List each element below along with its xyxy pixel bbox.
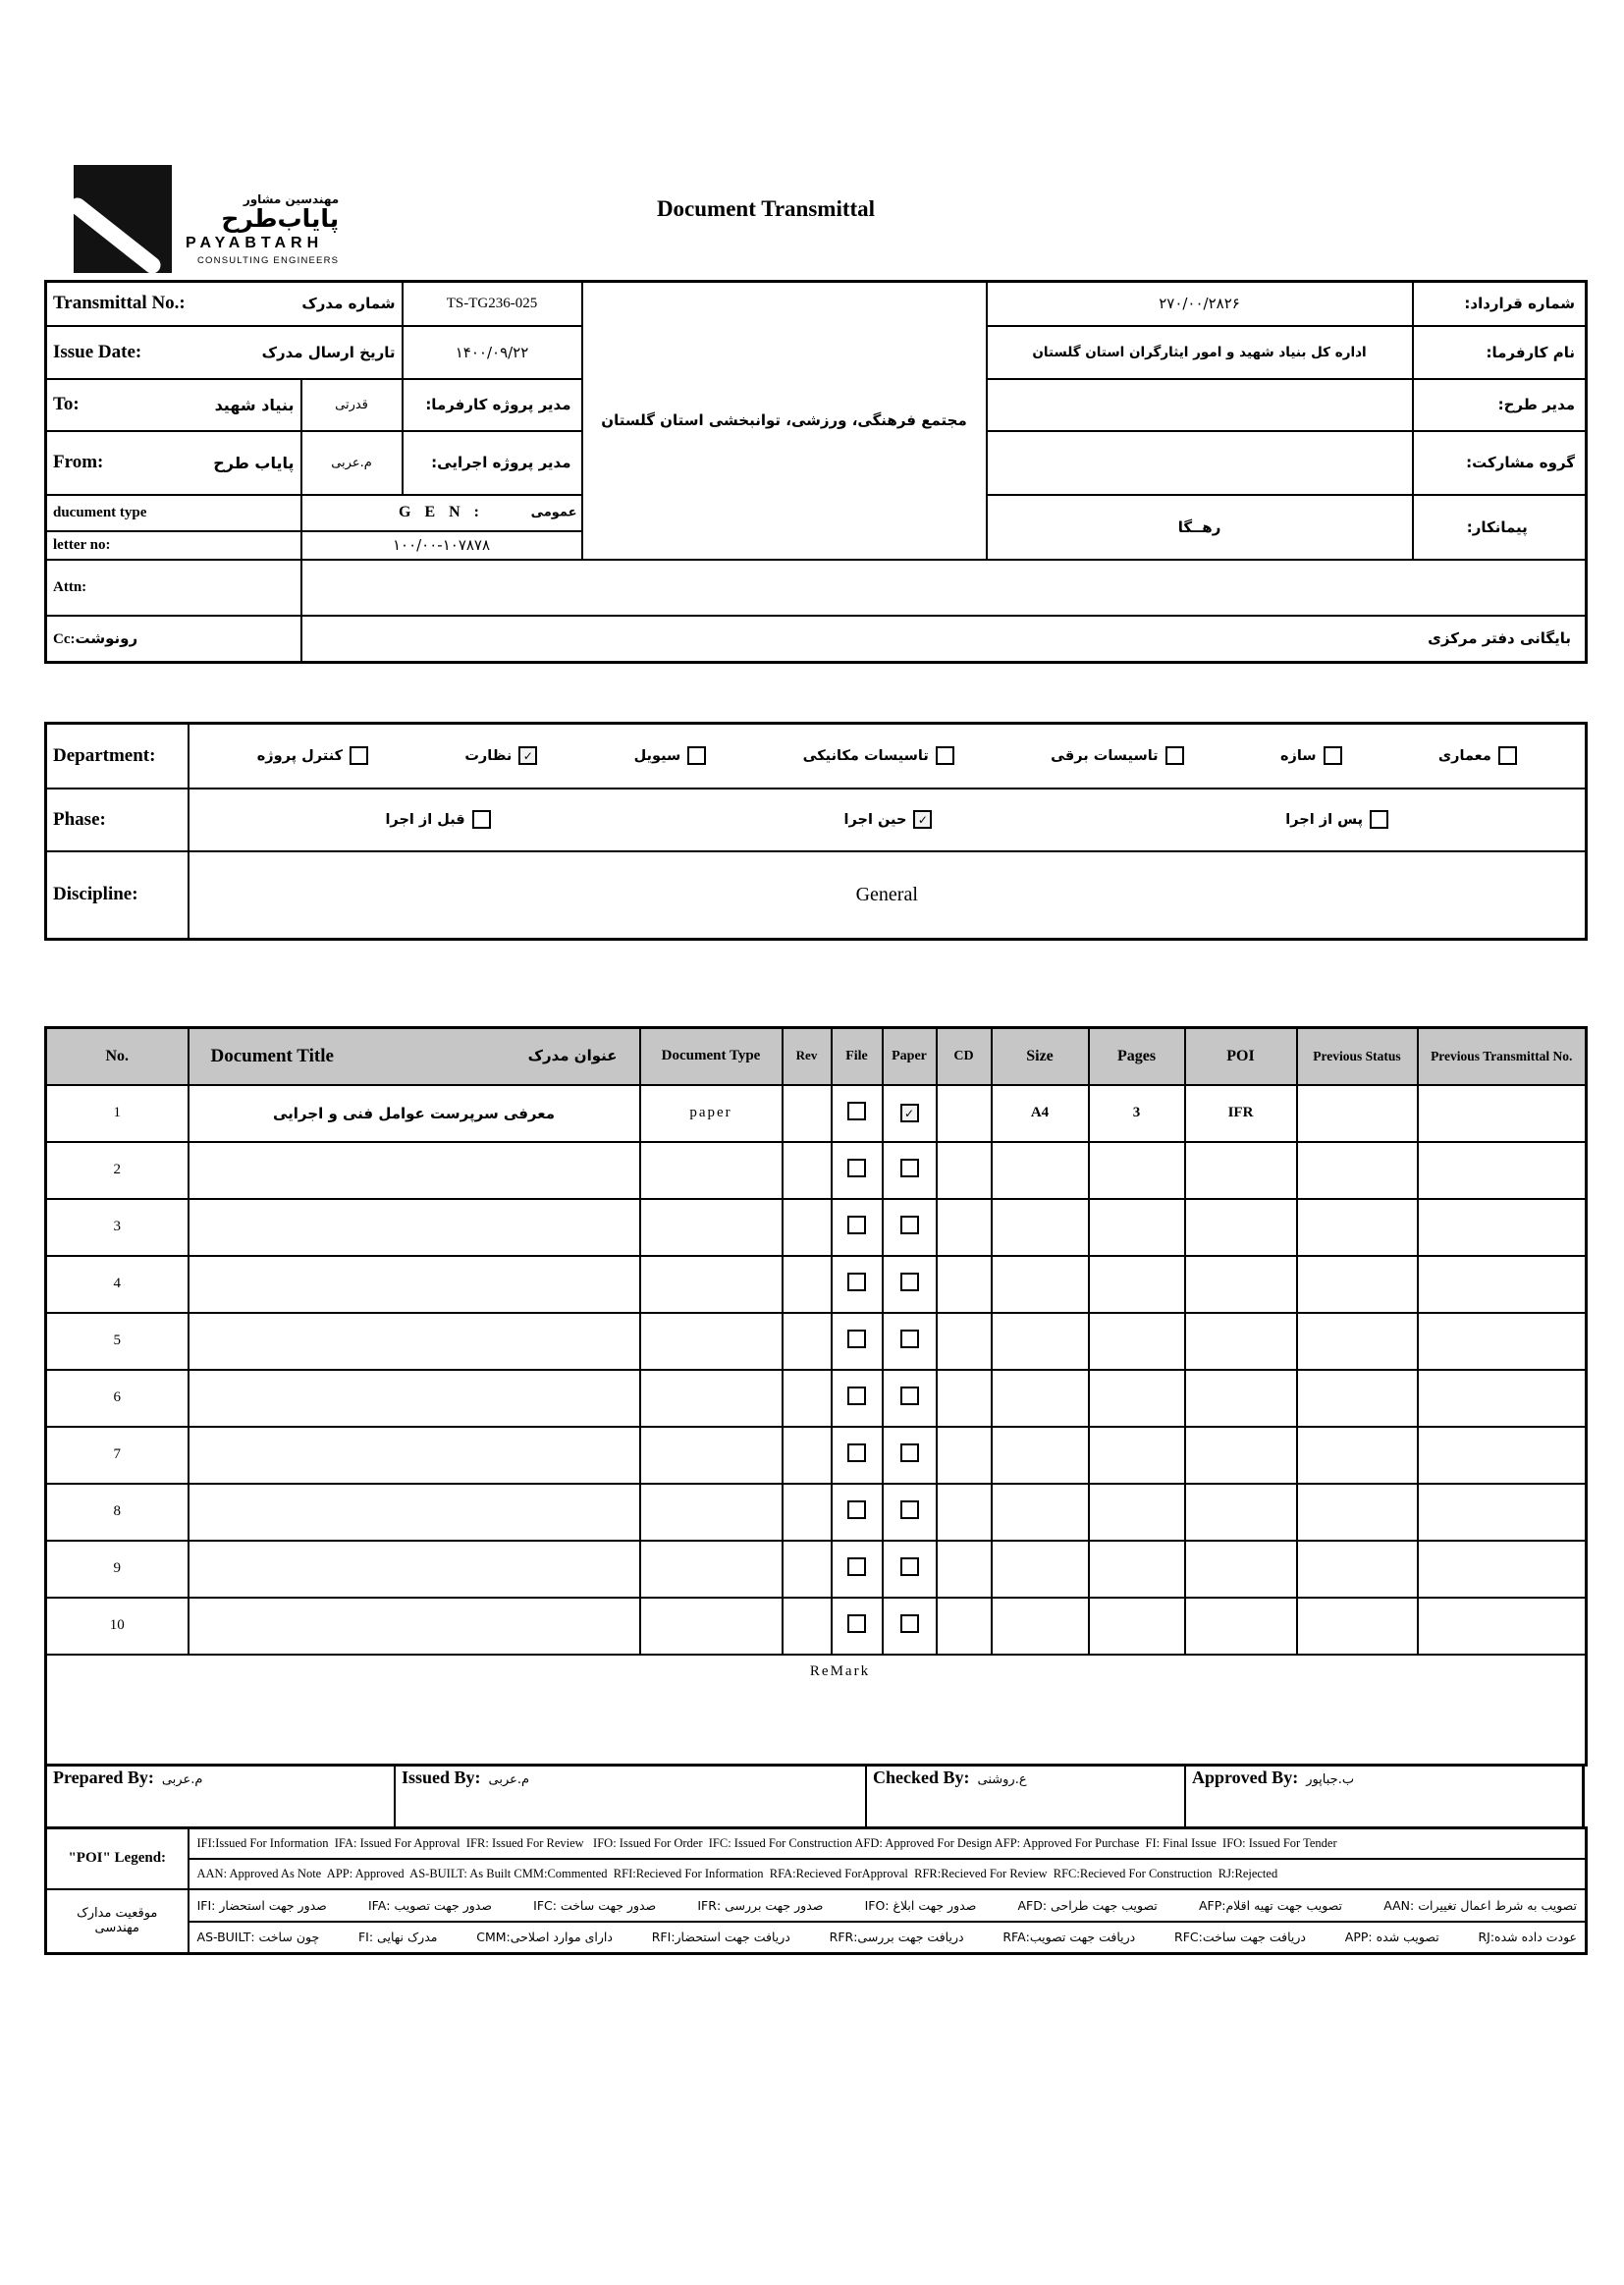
poi-legend-table [44, 1826, 1588, 1955]
doc-row-prev-transmittal [1418, 1313, 1587, 1370]
doc-row-rev [783, 1541, 832, 1598]
cc-value: بایگانی دفتر مرکزی [301, 616, 1587, 663]
checkbox-unchecked[interactable] [1498, 746, 1517, 765]
col-header-size: Size [992, 1028, 1089, 1085]
doc-row-paper [883, 1427, 937, 1484]
doc-row-poi [1185, 1313, 1297, 1370]
document-row [46, 1199, 1587, 1256]
legend-entry: دریافت جهت بررسی:RFR [829, 1930, 964, 1945]
checked-by-value: ع.روشنی [977, 1772, 1027, 1787]
doc-row-prev-transmittal [1418, 1199, 1587, 1256]
doc-row-title [189, 1598, 640, 1655]
attn-value [301, 560, 1587, 616]
checkbox-unchecked[interactable] [900, 1330, 919, 1348]
jv-group-label: گروه مشارکت: [1413, 431, 1587, 495]
doc-row-file [832, 1541, 883, 1598]
doc-row-title [189, 1427, 640, 1484]
contractor-label: پیمانکار: [1413, 495, 1587, 560]
logo-brand-fa-small: مهندسین مشاور [243, 192, 340, 206]
checkbox-unchecked[interactable] [847, 1614, 866, 1633]
doc-row-prev-status [1297, 1598, 1418, 1655]
document-list-table [44, 1026, 1588, 1767]
doc-row-size: A4 [992, 1085, 1089, 1142]
signature-row [44, 1764, 1585, 1829]
department-options [189, 724, 1587, 789]
col-header-rev: Rev [783, 1028, 832, 1085]
department-option[interactable] [1051, 746, 1184, 765]
phase-option[interactable] [385, 810, 490, 829]
checkbox-unchecked[interactable] [900, 1159, 919, 1177]
doc-row-no: 7 [46, 1427, 189, 1484]
document-type-label: ducument type [46, 495, 301, 531]
doc-row-prev-status [1297, 1085, 1418, 1142]
checkbox-unchecked[interactable] [847, 1216, 866, 1234]
checkbox-unchecked[interactable] [847, 1443, 866, 1462]
checkbox-label: کنترل پروژه [256, 747, 344, 764]
checkbox-unchecked[interactable] [900, 1557, 919, 1576]
checkbox-unchecked[interactable] [1165, 746, 1184, 765]
department-label: Department: [46, 724, 189, 789]
doc-row-prev-transmittal [1418, 1598, 1587, 1655]
transmittal-no-label: Transmittal No.: شماره مدرک [46, 282, 403, 326]
document-list-section [44, 1026, 1585, 1955]
col-header-prev-transmittal: Previous Transmittal No. [1418, 1028, 1587, 1085]
doc-row-size [992, 1370, 1089, 1427]
doc-row-cd [937, 1313, 992, 1370]
col-header-prev-status: Previous Status [1297, 1028, 1418, 1085]
doc-row-type [640, 1370, 783, 1427]
jv-group-value [987, 431, 1413, 495]
doc-row-cd [937, 1256, 992, 1313]
doc-row-paper [883, 1256, 937, 1313]
checkbox-unchecked[interactable] [900, 1500, 919, 1519]
doc-row-prev-status [1297, 1199, 1418, 1256]
doc-row-no: 6 [46, 1370, 189, 1427]
legend-entry: صدور جهت تصویب :IFA [367, 1897, 492, 1913]
doc-row-rev [783, 1199, 832, 1256]
doc-row-poi [1185, 1484, 1297, 1541]
doc-row-no: 8 [46, 1484, 189, 1541]
approved-by-cell [1186, 1764, 1582, 1826]
doc-row-size [992, 1427, 1089, 1484]
issue-date-value: ۱۴۰۰/۰۹/۲۲ [403, 326, 582, 379]
doc-row-no: 5 [46, 1313, 189, 1370]
doc-row-title [189, 1370, 640, 1427]
doc-row-poi [1185, 1256, 1297, 1313]
col-header-type: Document Type [640, 1028, 783, 1085]
doc-row-pages [1089, 1256, 1185, 1313]
doc-row-no: 10 [46, 1598, 189, 1655]
checkbox-unchecked[interactable] [847, 1387, 866, 1405]
doc-row-size [992, 1313, 1089, 1370]
legend-entry: تصویب به شرط اعمال تغییرات :AAN [1383, 1897, 1577, 1913]
doc-row-prev-status [1297, 1313, 1418, 1370]
doc-row-type: paper [640, 1085, 783, 1142]
doc-row-file [832, 1199, 883, 1256]
checkbox-unchecked[interactable] [900, 1387, 919, 1405]
document-row [46, 1256, 1587, 1313]
department-option[interactable] [257, 746, 368, 765]
issued-by-cell [396, 1764, 867, 1826]
checkbox-unchecked[interactable] [847, 1500, 866, 1519]
doc-row-poi: IFR [1185, 1085, 1297, 1142]
document-row [46, 1085, 1587, 1142]
checkbox-label: نظارت [464, 747, 513, 764]
doc-row-no: 3 [46, 1199, 189, 1256]
from-field: From: پایاب طرح [46, 431, 301, 495]
checkbox-unchecked[interactable] [900, 1443, 919, 1462]
doc-row-rev [783, 1598, 832, 1655]
checkbox-unchecked[interactable] [847, 1273, 866, 1291]
prepared-by-value: م.عربی [161, 1772, 203, 1787]
legend-entry: دریافت جهت تصویب:RFA [1002, 1930, 1136, 1945]
legend-entry: دارای موارد اصلاحی:CMM [476, 1930, 613, 1945]
doc-row-prev-transmittal [1418, 1256, 1587, 1313]
letter-no-value: ۱۰۰/۰۰-۱۰۷۸۷۸ [301, 531, 582, 560]
doc-row-type [640, 1598, 783, 1655]
prepared-by-label: Prepared By: [53, 1768, 154, 1787]
legend-entry: تصویب جهت تهیه اقلام:AFP [1198, 1897, 1343, 1913]
doc-row-paper [883, 1199, 937, 1256]
legend-entry: عودت داده شده:RJ [1478, 1930, 1577, 1945]
doc-row-pages [1089, 1142, 1185, 1199]
doc-row-file [832, 1370, 883, 1427]
doc-row-rev [783, 1313, 832, 1370]
doc-row-prev-status [1297, 1370, 1418, 1427]
doc-row-paper [883, 1085, 937, 1142]
legend-entry: چون ساخت :AS-BUILT [196, 1930, 320, 1945]
col-header-cd: CD [937, 1028, 992, 1085]
doc-row-cd [937, 1199, 992, 1256]
client-name-label: نام کارفرما: [1413, 326, 1587, 379]
issued-by-value: م.عربی [488, 1772, 530, 1787]
doc-row-prev-transmittal [1418, 1427, 1587, 1484]
legend-entry: دریافت جهت ساخت:RFC [1174, 1930, 1306, 1945]
doc-row-pages [1089, 1598, 1185, 1655]
doc-row-no: 4 [46, 1256, 189, 1313]
doc-row-file [832, 1427, 883, 1484]
col-header-poi: POI [1185, 1028, 1297, 1085]
doc-row-pages [1089, 1370, 1185, 1427]
doc-row-rev [783, 1256, 832, 1313]
doc-row-rev [783, 1370, 832, 1427]
phase-option[interactable] [844, 810, 933, 829]
doc-row-rev [783, 1142, 832, 1199]
discipline-value: General [189, 851, 1587, 940]
checkbox-label: حین اجرا [843, 811, 907, 828]
doc-row-cd [937, 1370, 992, 1427]
legend-entry: تصویب شده :APP [1344, 1930, 1439, 1945]
checkbox-checked[interactable]: ✓ [518, 746, 537, 765]
doc-row-size [992, 1199, 1089, 1256]
doc-row-poi [1185, 1598, 1297, 1655]
document-row [46, 1541, 1587, 1598]
legend-entry: صدور جهت ابلاغ :IFO [864, 1897, 977, 1913]
page-title: Document Transmittal [656, 196, 876, 221]
doc-row-file [832, 1142, 883, 1199]
col-header-paper: Paper [883, 1028, 937, 1085]
col-header-title: Document Title عنوان مدرک [189, 1028, 640, 1085]
doc-row-poi [1185, 1199, 1297, 1256]
doc-row-poi [1185, 1427, 1297, 1484]
checkbox-checked[interactable]: ✓ [913, 810, 932, 829]
doc-row-prev-transmittal [1418, 1484, 1587, 1541]
doc-row-pages [1089, 1484, 1185, 1541]
checkbox-label: تاسیسات مکانیکی [802, 747, 929, 764]
document-row [46, 1484, 1587, 1541]
document-row [46, 1370, 1587, 1427]
doc-row-poi [1185, 1370, 1297, 1427]
letter-no-label: letter no: [46, 531, 301, 560]
doc-row-paper [883, 1598, 937, 1655]
doc-row-title [189, 1199, 640, 1256]
document-row [46, 1598, 1587, 1655]
legend-entry: صدور جهت استحضار :IFI [196, 1897, 327, 1913]
doc-row-pages [1089, 1541, 1185, 1598]
doc-row-cd [937, 1598, 992, 1655]
phase-label: Phase: [46, 789, 189, 851]
doc-row-paper [883, 1484, 937, 1541]
legend-entry: مدرک نهایی :FI [357, 1930, 438, 1945]
phase-options [189, 789, 1587, 851]
checkbox-unchecked[interactable] [847, 1159, 866, 1177]
checkbox-unchecked[interactable] [936, 746, 954, 765]
doc-row-type [640, 1256, 783, 1313]
document-type-fa: عمومی [530, 505, 577, 520]
project-name: مجتمع فرهنگی، ورزشی، توانبخشی استان گلستان [582, 282, 987, 560]
checked-by-cell [867, 1764, 1186, 1826]
doc-row-poi [1185, 1142, 1297, 1199]
doc-row-title: معرفی سرپرست عوامل فنی و اجرایی [189, 1085, 640, 1142]
checkbox-unchecked[interactable] [1370, 810, 1388, 829]
issued-by-label: Issued By: [402, 1768, 481, 1787]
checkbox-unchecked[interactable] [900, 1273, 919, 1291]
from-person-value: م.عربی [301, 431, 403, 495]
poi-legend-fa-label: موقعیت مدارک مهندسی [46, 1889, 189, 1954]
department-option[interactable] [1438, 746, 1517, 765]
doc-row-size [992, 1598, 1089, 1655]
poi-legend-fa-line1 [189, 1889, 1587, 1922]
checkbox-label: قبل از اجرا [385, 811, 465, 828]
doc-row-cd [937, 1484, 992, 1541]
doc-row-pages: 3 [1089, 1085, 1185, 1142]
checkbox-unchecked[interactable] [900, 1216, 919, 1234]
department-option[interactable] [634, 746, 707, 765]
checkbox-unchecked[interactable] [472, 810, 491, 829]
doc-row-size [992, 1256, 1089, 1313]
checkbox-unchecked[interactable] [847, 1557, 866, 1576]
checkbox-unchecked[interactable] [687, 746, 706, 765]
attn-label: Attn: [46, 560, 301, 616]
document-type-value: G E N : عمومی [301, 495, 582, 531]
legend-entry: صدور جهت ساخت :IFC [533, 1897, 657, 1913]
contractor-value: رهــگا [987, 495, 1413, 560]
doc-row-size [992, 1142, 1089, 1199]
doc-row-prev-transmittal [1418, 1370, 1587, 1427]
doc-row-cd [937, 1142, 992, 1199]
doc-row-file [832, 1313, 883, 1370]
doc-row-pages [1089, 1313, 1185, 1370]
checkbox-label: سیویل [633, 747, 681, 764]
contract-no-value: ۲۷۰/۰۰/۲۸۲۶ [987, 282, 1413, 326]
phase-option[interactable] [1285, 810, 1388, 829]
doc-row-prev-transmittal [1418, 1142, 1587, 1199]
doc-row-paper [883, 1370, 937, 1427]
doc-row-paper [883, 1541, 937, 1598]
doc-row-rev [783, 1427, 832, 1484]
doc-row-title [189, 1484, 640, 1541]
poi-legend-en-line2: AAN: Approved As Note APP: Approved AS-BUILT: As Built CMM:Commented RFI:Recieved For Information RFA:Recieved ForApproval RFR:Recieved For Review RFC:Recieved For Construction RJ:Rejected [189, 1859, 1587, 1889]
poi-legend-fa-line2 [189, 1922, 1587, 1954]
col-header-pages: Pages [1089, 1028, 1185, 1085]
doc-row-cd [937, 1085, 992, 1142]
doc-row-file [832, 1256, 883, 1313]
client-pm-label: مدیر پروژه کارفرما: [403, 379, 582, 431]
doc-row-prev-status [1297, 1142, 1418, 1199]
client-name-value: اداره کل بنیاد شهید و امور ایثارگران استان گلستان [987, 326, 1413, 379]
doc-row-type [640, 1199, 783, 1256]
checkbox-unchecked[interactable] [847, 1330, 866, 1348]
logo-brand-en: PAYABTARH [186, 235, 324, 252]
doc-row-size [992, 1541, 1089, 1598]
checkbox-unchecked[interactable] [350, 746, 368, 765]
doc-row-rev [783, 1085, 832, 1142]
checkbox-label: سازه [1279, 747, 1317, 764]
checked-by-label: Checked By: [873, 1768, 970, 1787]
doc-row-poi [1185, 1541, 1297, 1598]
logo-brand-fa: پایاب‌طرح [221, 204, 340, 233]
doc-row-rev [783, 1484, 832, 1541]
legend-entry: صدور جهت بررسی :IFR [697, 1897, 824, 1913]
doc-row-paper [883, 1313, 937, 1370]
doc-row-no: 1 [46, 1085, 189, 1142]
contract-no-label: شماره قرارداد: [1413, 282, 1587, 326]
legend-entry: دریافت جهت استحضار:RFI [651, 1930, 790, 1945]
checkbox-label: تاسیسات برقی [1051, 747, 1159, 764]
design-manager-value [987, 379, 1413, 431]
prepared-by-cell [47, 1764, 396, 1826]
doc-row-prev-transmittal [1418, 1541, 1587, 1598]
doc-row-no: 9 [46, 1541, 189, 1598]
doc-row-cd [937, 1427, 992, 1484]
doc-row-type [640, 1313, 783, 1370]
discipline-label: Discipline: [46, 851, 189, 940]
checkbox-label: پس از اجرا [1285, 811, 1364, 828]
doc-row-title [189, 1256, 640, 1313]
transmittal-no-value: TS-TG236-025 [403, 282, 582, 326]
poi-legend-en-line1: IFI:Issued For Information IFA: Issued For Approval IFR: Issued For Review IFO: Issued For Order IFC: Issued For Construction AFD: Approved For Design AFP: Approved For Purchase FI: Final Issue IFO: Issued For Tender [189, 1828, 1587, 1859]
doc-row-file [832, 1598, 883, 1655]
cc-label: Cc:رونوشت [46, 616, 301, 663]
doc-row-pages [1089, 1199, 1185, 1256]
doc-row-type [640, 1427, 783, 1484]
checkbox-checked[interactable]: ✓ [900, 1104, 919, 1122]
doc-row-file [832, 1085, 883, 1142]
col-header-no: No. [46, 1028, 189, 1085]
logo-brand-subtitle: CONSULTING ENGINEERS [197, 255, 340, 267]
approved-by-label: Approved By: [1192, 1768, 1299, 1787]
exec-pm-label: مدیر پروژه اجرایی: [403, 431, 582, 495]
doc-row-size [992, 1484, 1089, 1541]
transmittal-info-table [44, 280, 1588, 664]
doc-row-prev-status [1297, 1427, 1418, 1484]
doc-row-title [189, 1313, 640, 1370]
doc-row-prev-transmittal [1418, 1085, 1587, 1142]
doc-row-cd [937, 1541, 992, 1598]
department-option[interactable] [803, 746, 954, 765]
doc-row-prev-status [1297, 1541, 1418, 1598]
doc-row-title [189, 1142, 640, 1199]
poi-legend-label: "POI" Legend: [46, 1828, 189, 1889]
col-header-file: File [832, 1028, 883, 1085]
department-option[interactable] [464, 746, 537, 765]
checkbox-label: معماری [1437, 747, 1491, 764]
doc-row-type [640, 1484, 783, 1541]
doc-row-no: 2 [46, 1142, 189, 1199]
legend-entry: تصویب جهت طراحی :AFD [1017, 1897, 1158, 1913]
doc-row-pages [1089, 1427, 1185, 1484]
checkbox-unchecked[interactable] [847, 1102, 866, 1120]
document-row [46, 1142, 1587, 1199]
doc-row-paper [883, 1142, 937, 1199]
remark-section: ReMark [46, 1655, 1587, 1766]
to-field: To: بنیاد شهید [46, 379, 301, 431]
document-row [46, 1427, 1587, 1484]
doc-row-type [640, 1142, 783, 1199]
classification-table [44, 722, 1588, 941]
to-person-value: قدرتی [301, 379, 403, 431]
checkbox-unchecked[interactable] [900, 1614, 919, 1633]
doc-row-type [640, 1541, 783, 1598]
department-option[interactable] [1280, 746, 1342, 765]
doc-row-prev-status [1297, 1256, 1418, 1313]
doc-row-file [832, 1484, 883, 1541]
doc-row-prev-status [1297, 1484, 1418, 1541]
doc-row-title [189, 1541, 640, 1598]
approved-by-value: ب.جباپور [1306, 1772, 1355, 1787]
issue-date-label: Issue Date: تاریخ ارسال مدرک [46, 326, 403, 379]
document-row [46, 1313, 1587, 1370]
design-manager-label: مدیر طرح: [1413, 379, 1587, 431]
checkbox-unchecked[interactable] [1324, 746, 1342, 765]
